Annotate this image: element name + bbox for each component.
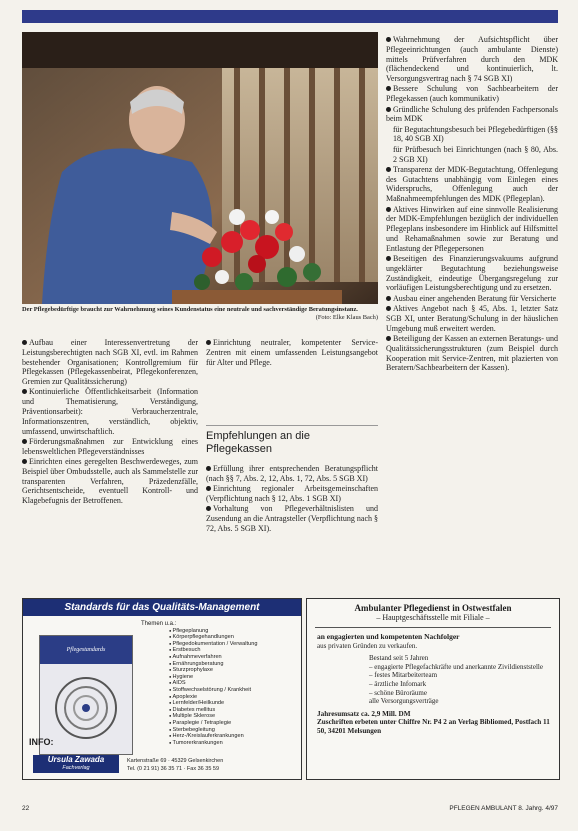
topic-item: ● Multiple Sklerose — [169, 713, 299, 720]
list-item: Beteiligung der Kassen an externen Beratungs- und Qualitätssicherungsstrukturen (zum Beispiel durch Kooperation mit Service-Zentren, mit plazierten von Beratern/Sachbearbeitern der Kassen). — [386, 333, 558, 373]
bullet-icon — [386, 37, 391, 42]
feature-item: alle Versorgungsverträge — [369, 697, 439, 706]
topic-item: ● Pflegeplanung — [169, 628, 299, 635]
article-column-3 — [386, 35, 558, 374]
ad-revenue: Jahresumsatz ca. 2,9 Mill. DM — [317, 709, 411, 718]
bullet-icon — [386, 336, 391, 341]
advertisement-care-service-sale — [306, 598, 560, 780]
feature-item: – schöne Büroräume — [369, 688, 427, 697]
list-item: Beseitigen des Finanzierungsvakuums aufgrund ungeklärter Begutachtung beziehungsweise Zuständigkeit, eindeutige Übergangsregelung zur vorläufigen Leistungsberechtigung und zu ersetzen. — [386, 254, 558, 293]
photo-credit: (Foto: Elke Klaus Bach) — [315, 313, 378, 321]
bullet-icon — [22, 340, 27, 345]
ad-subtitle: – Hauptgeschäftsstelle mit Filiale – — [376, 613, 490, 622]
topic-item: ● Hygiene — [169, 674, 299, 681]
topic-item: ● Lernfelder/Heilkunde — [169, 700, 299, 707]
topic-item: ● Tumorerkrankungen — [169, 740, 299, 747]
section-divider — [206, 425, 378, 426]
sub-list-item: für Begutachtungsbesuch bei Pflegebedürftigen (§§ 18, 40 SGB XI) — [393, 124, 558, 144]
feature-item: Bestand seit 5 Jahren — [369, 654, 429, 663]
topic-item: ● Sturzprophylaxe — [169, 667, 299, 674]
publisher-address — [127, 757, 299, 773]
topic-list — [141, 621, 299, 746]
list-item: Einrichtung neutraler, kompetenter Service-Zentren mit einem umfassenden Leistungsangebot für Alter und Pflege. — [206, 338, 378, 367]
ad-title: Ambulanter Pflegedienst in Ostwestfalen — [354, 603, 512, 613]
ad-body — [317, 633, 553, 736]
info-label: INFO: — [29, 737, 54, 747]
publisher-subtitle: Fachverlag — [62, 765, 90, 771]
section-heading: Empfehlungen an die Pflegekassen — [206, 430, 310, 455]
list-item: Transparenz der MDK-Begutachtung, Offenlegung des Gutachtens unabhängig vom Einlegen eines Widerspruchs, Offenlegung auch der Maßnahmeempfehlungen des MDK (Pflegeplan). — [386, 164, 558, 204]
phone-line: Tel. (0 21 91) 36 35 71 · Fax 36 35 59 — [127, 766, 220, 772]
caption-text: Der Pflegebedürftige braucht zur Wahrnehmung seines Kundenstatus eine neutrale und sachverständige Beratungsinstanz. — [22, 306, 358, 313]
ad-seek-subline: aus privaten Gründen zu verkaufen. — [317, 641, 418, 650]
bullet-icon — [206, 466, 211, 471]
topic-item: ● Erstbesuch — [169, 647, 299, 654]
list-item: Gründliche Schulung des prüfenden Fachpersonals beim MDK — [386, 104, 558, 124]
bullet-icon — [22, 439, 27, 444]
topic-item: ● Herz-/Kreislauferkrankungen — [169, 733, 299, 740]
article-column-2 — [206, 338, 378, 368]
book-title: Pflegestandards — [40, 636, 132, 664]
bullet-icon — [22, 459, 27, 464]
topic-item: ● Aufnahmeverfahren — [169, 654, 299, 661]
header-color-bar — [22, 10, 558, 23]
article-column-1 — [22, 338, 198, 507]
feature-item: – festes Mitarbeiterteam — [369, 671, 438, 680]
book-emblem-icon — [52, 674, 120, 742]
ad-contact: Zuschriften erbeten unter Chiffre Nr. P4 2 an Verlag Bibliomed, Postfach 11 50, 34201 Melsungen — [317, 718, 550, 735]
bullet-icon — [386, 86, 391, 91]
topic-list-label: Themen u.a.: — [141, 621, 177, 627]
topic-item: ● Apoplexie — [169, 694, 299, 701]
list-item: Aufbau einer Interessenvertretung der Leistungsberechtigten nach SGB XI, evtl. im Rahmen bestehender Organisationen; Kontrollgremium für Pflegekassen (Pflegekassenbeirat, Pflegekonferenzen, Gremien zur Qualitätssicherung) — [22, 338, 198, 387]
list-item: Ausbau einer angehenden Beratung für Versicherte — [386, 294, 558, 304]
page-number: 22 — [22, 805, 30, 812]
article-column-2-continued — [206, 464, 378, 534]
feature-item: – engagierte Pflegefachkräfte und anerkannte Zivildienststelle — [369, 662, 543, 671]
photo-caption — [22, 306, 378, 321]
bullet-icon — [22, 389, 27, 394]
list-item: Bessere Schulung von Sachbearbeitern der Pflegekassen (auch kommunikativ) — [386, 84, 558, 104]
list-item: Erfüllung ihrer entsprechenden Beratungspflicht (nach §§ 7, Abs. 2, 12, Abs. 1, 72, Abs. 5 SGB XI) — [206, 464, 378, 483]
list-item: Kontinuierliche Öffentlichkeitsarbeit (Information und Thematisierung, Verständigung, Präventionsarbeit): Verbraucherzentrale, Informationszentren, verständlich, objektiv, umfassend, unwirtschaftlich. — [22, 387, 198, 436]
list-item: Vorhaltung von Pflegeverhältnislisten und Zusendung an die Antragsteller (Verpflichtung nach § 72, Abs. 5 SGB XI). — [206, 504, 378, 533]
sub-list-item: für Prüfbesuch bei Einrichtungen (nach § 80, Abs. 2 SGB XI) — [393, 144, 558, 164]
topic-item: ● Ernährungsberatung — [169, 661, 299, 668]
bullet-icon — [206, 486, 211, 491]
publisher-logo — [33, 755, 119, 773]
bullet-icon — [206, 340, 211, 345]
bullet-icon — [386, 207, 391, 212]
bullet-icon — [206, 506, 211, 511]
photo-caregiver-geraniums — [22, 32, 378, 304]
list-item: Wahrnehmung der Aufsichtspflicht über Pflegeeinrichtungen (auch ambulante Dienste) mittels Prüfverfahren durch den MDK (flächendeckend und kontinuierlich, lt. Versorgungsvertrag nach § 74 SGB XI) — [386, 35, 558, 84]
topic-item: ● AIDS — [169, 680, 299, 687]
bullet-icon — [386, 256, 391, 261]
list-item: Förderungsmaßnahmen zur Entwicklung eines lebensweltlichen Pflegeverständnisses — [22, 436, 198, 456]
list-item: Aktives Hinwirken auf eine sinnvolle Realisierung der MDK-Empfehlungen bezüglich der individuellen Pflegeplans insbesondere im Hinblick auf Hilfsmittel und Rehamaßnahmen sowie zur Beratung und Entlastung der Pflegepersonen — [386, 204, 558, 253]
topic-item: ● Paraplegie / Tetraplegie — [169, 720, 299, 727]
ad-feature-list — [369, 654, 553, 706]
topic-item: ● Pflegedokumentation / Verwaltung — [169, 641, 299, 648]
ad-seek-line: an engagierten und kompetenten Nachfolger — [317, 632, 460, 641]
bullet-icon — [386, 107, 391, 112]
feature-item: – ärztliche Infomark — [369, 679, 427, 688]
advertisement-quality-standards — [22, 598, 302, 780]
magazine-issue: PFLEGEN AMBULANT 8. Jahrg. 4/97 — [449, 805, 558, 812]
photo-illustration — [22, 32, 378, 304]
bullet-icon — [386, 306, 391, 311]
ad-title: Standards für das Qualitäts-Management — [23, 599, 301, 616]
bullet-icon — [386, 296, 391, 301]
list-item: Aktives Angebot nach § 45, Abs. 1, letzter Satz SGB XI, unter Beratung/Schulung in der häuslichen Umgebung muß erweitert werden. — [386, 304, 558, 333]
topic-item: ● Diabetes mellitus — [169, 707, 299, 714]
ad-divider — [315, 627, 551, 628]
topic-item: ● Körperpflegehandlungen — [169, 634, 299, 641]
topic-item: ● Sterbebegleitung — [169, 727, 299, 734]
list-item: Einrichten eines geregelten Beschwerdeweges, zum Beispiel über Ombudsstelle, auch als Sammelstelle zur transparenten Verfahren, Präzedenzfälle, Gerichtsentscheide, eventuell Kontroll- und Klagebefugnis der Betroffenen. — [22, 457, 198, 506]
list-item: Einrichtung regionaler Arbeitsgemeinschaften (Verpflichtung nach § 12, Abs. 1 SGB XI) — [206, 484, 378, 503]
address-line: Kartenstraße 69 · 45329 Gelsenkirchen — [127, 758, 224, 764]
topic-item: ● Stoffwechselstörung / Krankheit — [169, 687, 299, 694]
publisher-name: Ursula Zawada — [47, 755, 105, 764]
bullet-icon — [386, 167, 391, 172]
